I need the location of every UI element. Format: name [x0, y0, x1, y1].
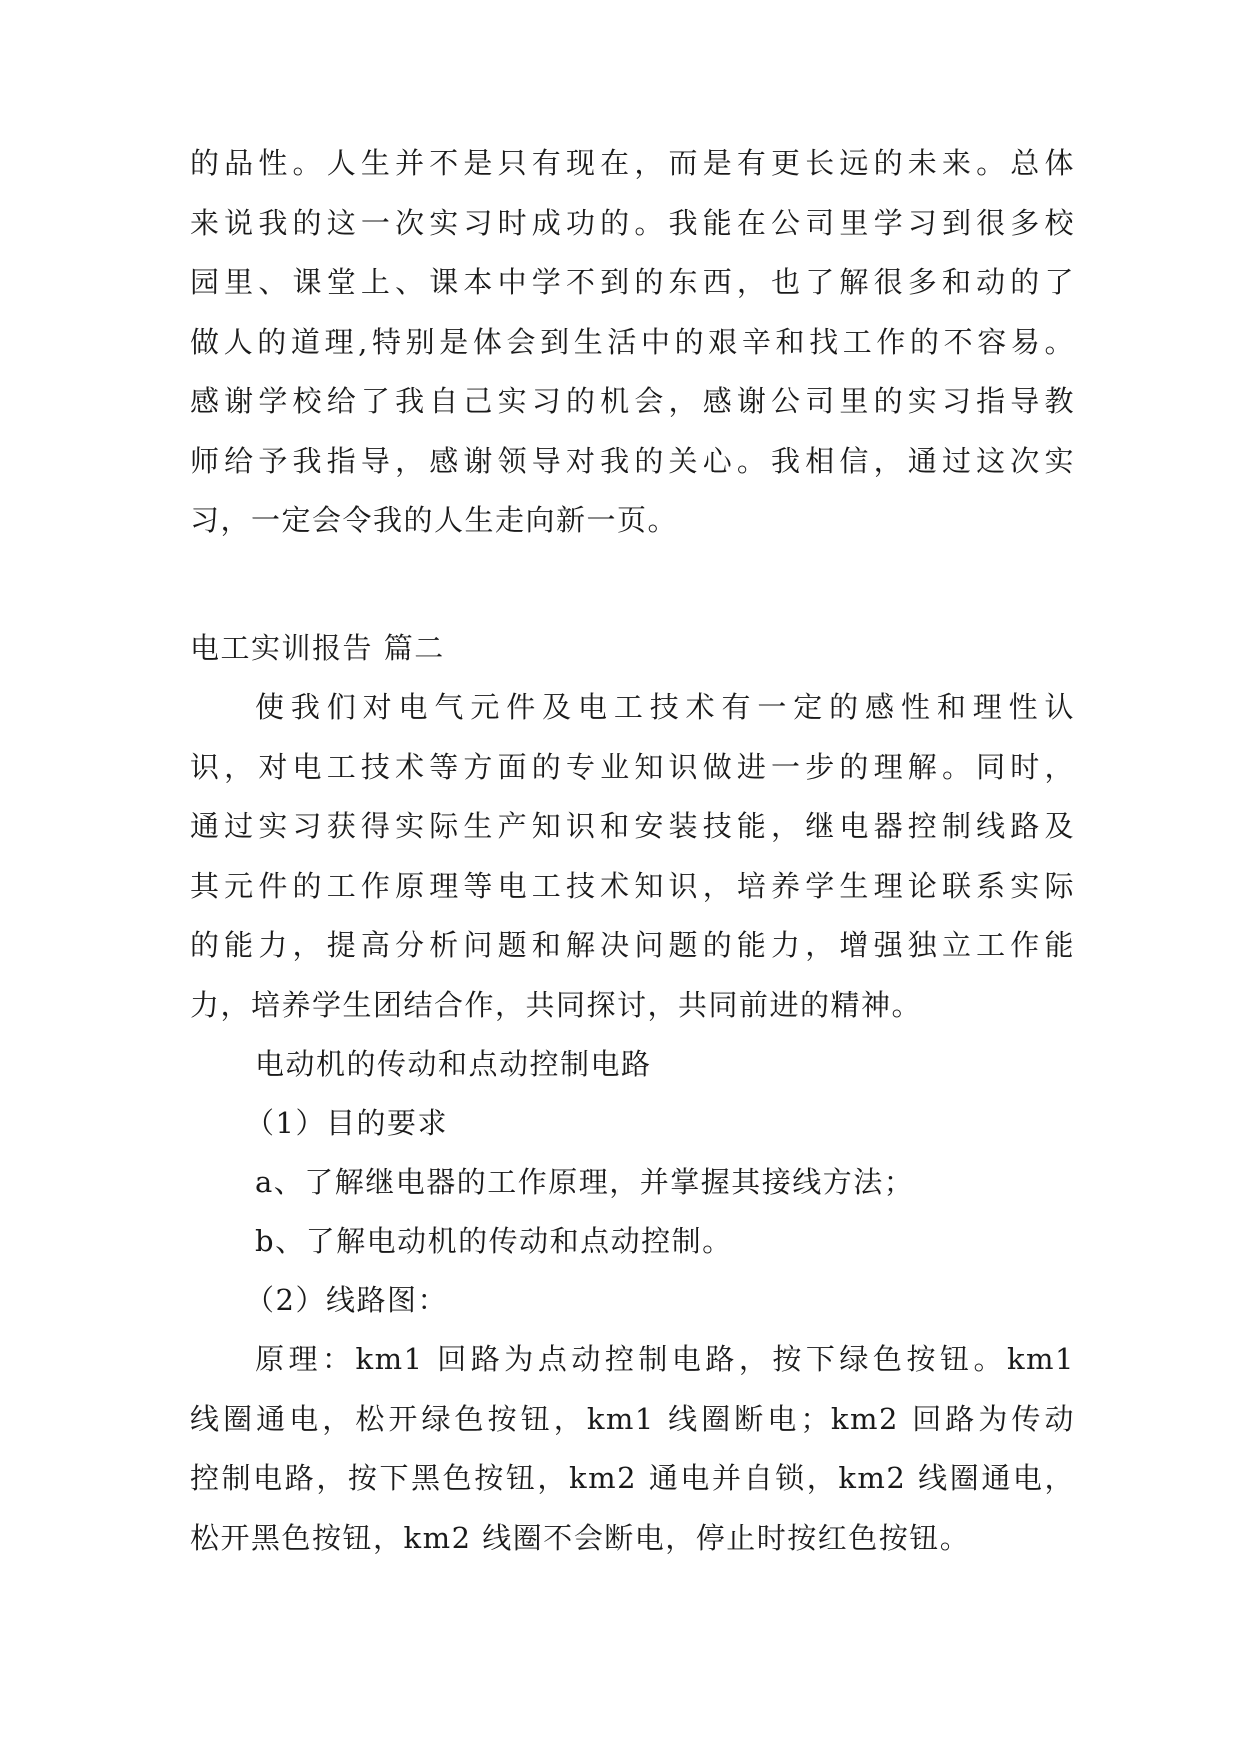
paragraph-line: 的能力，提高分析问题和解决问题的能力，增强独立工作能	[190, 928, 1075, 962]
paragraph-line: 使我们对电气元件及电工技术有一定的感性和理性认	[255, 690, 1075, 724]
top-paragraph	[190, 134, 1075, 551]
paragraph-line: 力，培养学生团结合作，共同探讨，共同前进的精神。	[190, 987, 923, 1022]
paragraph-line: 习，一定会令我的人生走向新一页。	[190, 503, 679, 537]
principle-paragraph	[190, 1330, 1075, 1568]
subsection-title: 电动机的传动和点动控制电路	[255, 1047, 652, 1081]
paragraph-line: 松开黑色按钮，km2 线圈不会断电，停止时按红色按钮。	[190, 1520, 971, 1555]
diagram-label: （2）线路图：	[245, 1283, 448, 1317]
paragraph-line: 的品性。人生并不是只有现在，而是有更长远的未来。总体	[190, 146, 1075, 180]
paragraph-line: 做人的道理,特别是体会到生活中的艰辛和找工作的不容易。	[190, 324, 1075, 359]
section-heading: 电工实训报告 篇二	[190, 631, 445, 665]
paragraph-line: 原理：km1 回路为点动控制电路，按下绿色按钮。km1	[255, 1342, 1075, 1376]
paragraph-line: 线圈通电，松开绿色按钮，km1 线圈断电；km2 回路为传动	[190, 1401, 1075, 1436]
paragraph-line: 其元件的工作原理等电工技术知识，培养学生理论联系实际	[190, 868, 1075, 903]
purpose-item: b、了解电动机的传动和点动控制。	[255, 1224, 733, 1258]
intro-paragraph	[190, 678, 1075, 1035]
purpose-item: a、了解继电器的工作原理，并掌握其接线方法；	[255, 1165, 915, 1199]
paragraph-line: 师给予我指导，感谢领导对我的关心。我相信，通过这次实	[190, 443, 1075, 478]
paragraph-line: 识，对电工技术等方面的专业知识做进一步的理解。同时，	[190, 749, 1075, 784]
paragraph-line: 控制电路，按下黑色按钮，km2 通电并自锁，km2 线圈通电，	[190, 1461, 1075, 1495]
paragraph-line: 园里、课堂上、课本中学不到的东西，也了解很多和动的了	[190, 265, 1075, 299]
purpose-label: （1）目的要求	[245, 1106, 448, 1140]
paragraph-line: 通过实习获得实际生产知识和安装技能，继电器控制线路及	[190, 809, 1075, 843]
paragraph-line: 感谢学校给了我自己实习的机会，感谢公司里的实习指导教	[190, 384, 1075, 418]
paragraph-line: 来说我的这一次实习时成功的。我能在公司里学习到很多校	[190, 205, 1075, 240]
